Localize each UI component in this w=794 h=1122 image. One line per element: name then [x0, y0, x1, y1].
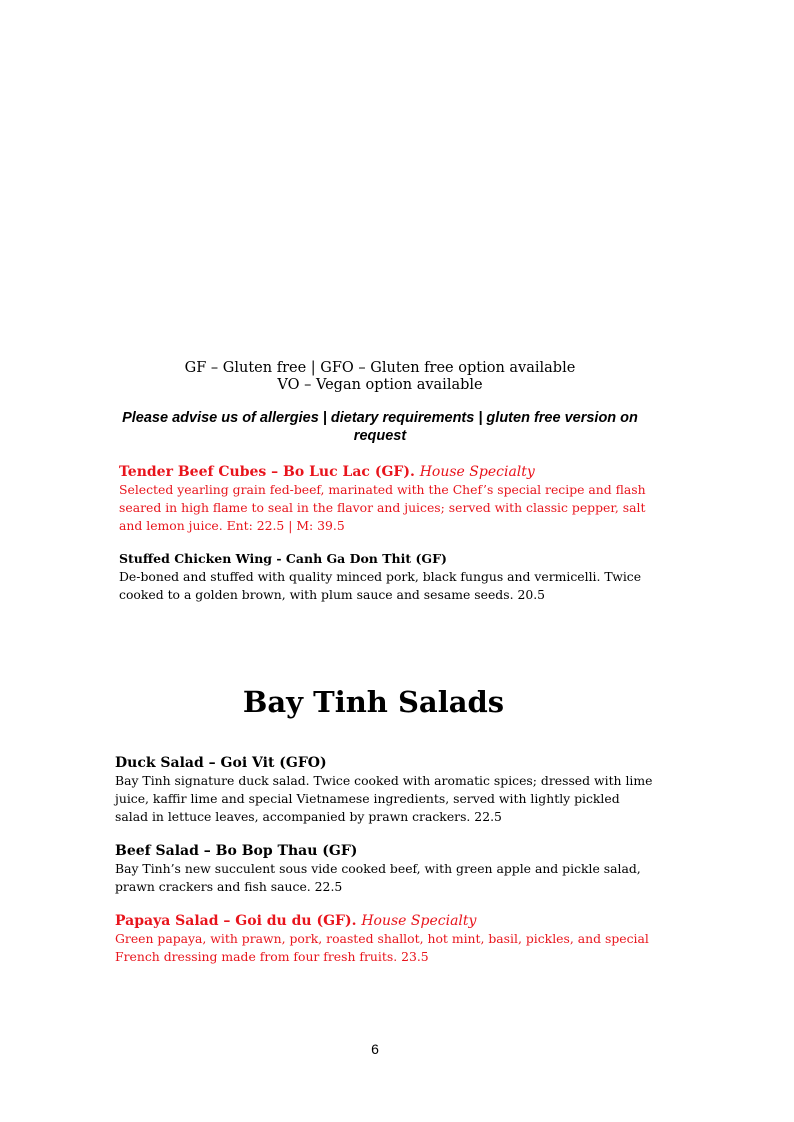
menu-item-description: Green papaya, with prawn, pork, roasted shallot, hot mint, basil, pickles, and special French dressing made from four fresh fruits. 23.5 — [115, 931, 649, 964]
menu-item-canh-ga-don-thit — [119, 550, 659, 604]
menu-item-title — [115, 912, 655, 930]
menu-item-name: Duck Salad – Goi Vit (GFO) — [115, 755, 327, 771]
legend-line-gluten: GF – Gluten free | GFO – Gluten free option available — [184, 360, 576, 376]
menu-item-goi-vit — [115, 754, 655, 826]
section-heading: Bay Tinh Salads — [242, 685, 505, 719]
dietary-legend — [0, 360, 760, 394]
menu-item-description: Selected yearling grain fed-beef, marinated with the Chef’s special recipe and flash seared in high flame to seal in the flavor and juices; served with classic pepper, salt and lemon juice. Ent: 22.5 | M: 39.5 — [119, 482, 646, 533]
menu-item-bo-luc-lac — [119, 463, 659, 535]
menu-item-name: Tender Beef Cubes – Bo Luc Lac (GF). — [119, 464, 415, 480]
menu-item-title — [119, 463, 659, 481]
menu-item-description: Bay Tinh signature duck salad. Twice cooked with aromatic spices; dressed with lime juice, kaffir lime and special Vietnamese ingredients, served with lightly pickled salad in lettuce leaves, accompanied by prawn crackers. 22.5 — [115, 773, 653, 824]
house-specialty-label: House Specialty — [419, 464, 535, 480]
menu-item-name: Papaya Salad – Goi du du (GF). — [115, 913, 357, 929]
menu-item-name: Stuffed Chicken Wing - Canh Ga Don Thit (GF) — [119, 551, 447, 566]
menu-item-goi-du-du — [115, 912, 655, 966]
menu-item-name: Beef Salad – Bo Bop Thau (GF) — [115, 843, 358, 859]
menu-item-description: De-boned and stuffed with quality minced pork, black fungus and vermicelli. Twice cooked to a golden brown, with plum sauce and sesame seeds. 20.5 — [119, 569, 642, 602]
allergy-notice: Please advise us of allergies | dietary requirements | gluten free version on request — [122, 410, 638, 444]
menu-item-description: Bay Tinh’s new succulent sous vide cooked beef, with green apple and pickle salad, prawn crackers and fish sauce. 22.5 — [115, 861, 641, 894]
house-specialty-label: House Specialty — [361, 913, 477, 929]
legend-line-vegan: VO – Vegan option available — [277, 377, 483, 393]
page-number: 6 — [371, 1041, 379, 1057]
menu-item-bo-bop-thau — [115, 842, 655, 896]
